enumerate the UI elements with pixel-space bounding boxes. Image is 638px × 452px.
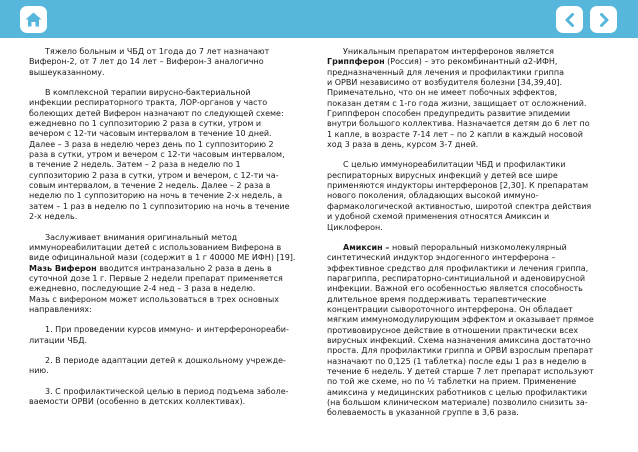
- home-icon: [25, 12, 42, 27]
- paragraph-inductors: [327, 160, 615, 232]
- text-line: по той же схеме, но по ½ таблетки на прием. Применение: [327, 377, 577, 387]
- text-line: Гриппферон способен предупредить развитие эпидемии: [327, 109, 571, 119]
- text-line: респираторных вирусных инфекций у детей все шире: [327, 170, 558, 180]
- text-line: Заслуживает внимания оригинальный метод: [45, 232, 238, 242]
- text-line: предназначенный для лечения и профилактики гриппа: [327, 67, 565, 77]
- previous-page-button[interactable]: [556, 6, 583, 33]
- text-line: вышеуказанному.: [29, 67, 105, 77]
- text-line: вирусных инфекций. Схема назначения амиксина достаточно: [327, 335, 591, 345]
- text-line: ход 3 раза в день, курсом 3-7 дней.: [327, 140, 479, 150]
- text-line: проста. Для профилактики гриппа и ОРВИ взрослым препарат: [327, 346, 594, 356]
- paragraph-grippferon: Уникальным препаратом интерферонов является Гриппферон (Россия) – это рекомбинантный α2-ИФН, предназначенный для лечения и профилактики гриппа и ОРВИ независимо от возбудителя болезни [34,39,40]. Примечательно, что он не имеет побочных эффектов, показан детям с 1-го года жизни, защищает от осложнений. Гриппферон способен предупредить развитие эпидемии внутри большого коллектива. Назначается детям до 6 лет по 1 капле, в возрасте 7-14 лет – по 2 капли в каждый носовой ход 3 раза в день, курсом 3-7 дней.: [327, 47, 615, 150]
- text-line: синтетический индуктор эндогенного интерферона –: [327, 253, 556, 263]
- next-page-button[interactable]: [590, 6, 617, 33]
- text-line: инфекции респираторного тракта, ЛОР-органов у часто: [29, 98, 268, 108]
- text-line: болеваемость в указанной группе в 3,6 раза.: [327, 408, 519, 418]
- document-page: [0, 38, 638, 452]
- text-line: ваемости ОРВИ (особенно в детских коллективах).: [29, 396, 246, 406]
- text-line: болеющих детей Виферон назначают по следующей схеме:: [29, 108, 284, 118]
- text-line: амиксина у медицинских работников с целью профилактики: [327, 387, 588, 397]
- text-line: виде официнальной мази (содержит в 1 г 40000 МЕ ИФН) [19].: [29, 253, 296, 263]
- list-item-2: [29, 356, 315, 377]
- paragraph-complex-therapy: [29, 88, 315, 222]
- text-line: 1. При проведении курсов иммуно- и интерферонореаби-: [45, 325, 289, 335]
- text-line: (на большом клиническом материале) позволило снизить за-: [327, 398, 588, 407]
- text-line: мягким иммуномодулирующим эффектом и оказывает прямое: [327, 315, 594, 325]
- text-line: 1 капле, в возрасте 7-14 лет – по 2 капли в каждый носовой: [327, 129, 583, 139]
- text-line: и ОРВИ независимо от возбудителя болезни [34,39,40].: [327, 78, 563, 88]
- home-button[interactable]: [20, 6, 47, 33]
- text-line: совым интервалом, в течение 2 недель. Далее – 2 раза в: [29, 181, 271, 191]
- paragraph-ointment-method: Заслуживает внимания оригинальный метод иммунореабилитации детей с использованием Виферона в виде официнальной мази (содержит в 1 г 40000 МЕ ИФН) [19]. Мазь Виферон вводится интраназально 2 раза в день в суточной дозе 1 г. Первые 2 недели препарат применяется ежедневно, последующие 2-4 нед – 3 раза в неделю. Мазь с вифероном может использоваться в трех основных направлениях:: [29, 233, 315, 316]
- text-line: в течение 2 недель. Затем – 2 раза в неделю по 1: [29, 160, 241, 170]
- text-line: литации ЧБД.: [29, 335, 88, 345]
- text-line: внутри большого коллектива. Назначается детям до 6 лет по: [327, 119, 590, 129]
- text-line: 2. В периоде адаптации детей к дошкольному учрежде-: [45, 355, 286, 365]
- text-line: течение 6 недель. У детей старше 7 лет препарат используют: [327, 366, 594, 376]
- amiksin-term: Амиксин –: [343, 242, 390, 252]
- paragraph-amiksin: Амиксин – новый пероральный низкомолекулярный синтетический индуктор эндогенного интерферона – эффективное средство для профилактики и лечения гриппа, парагриппа, респираторно-синтициальной и аденовирусной инфекции. Важной его особенностью является способность длительное время поддерживать терапевтические концентрации сывороточного интерферона. Он обладает мягким иммуномодулирующим эффектом и оказывает прямое противовирусное действие в отношении практически всех вирусных инфекций. Схема назначения амиксина достаточно проста. Для профилактики гриппа и ОРВИ взрослым препарат назначают по 0,125 (1 таблетка) после еды 1 раз в неделю в течение 6 недель. У детей старше 7 лет препарат используют по той же схеме, но по ½ таблетки на прием. Применение амиксина у медицинских работников с целью профилактики (на большом клиническом материале) позволило снизить за- болеваемость в указанной группе в 3,6 раза.: [327, 243, 615, 419]
- text-line: направлениях:: [29, 304, 92, 314]
- text-line: назначают по 0,125 (1 таблетка) после еды 1 раз в неделю в: [327, 356, 587, 366]
- list-item-3: [29, 387, 315, 408]
- text-line: суппозиторию 2 раза в сутки, утром и вечером, с 12-ти ча-: [29, 170, 279, 180]
- text-line: Тяжело больным и ЧБД от 1года до 7 лет назначают: [45, 47, 270, 56]
- text-line: 3. С профилактической целью в период подъема заболе-: [45, 386, 289, 396]
- text-line: иммунореабилитации детей с использованием Виферона в: [29, 242, 282, 252]
- text-line: концентрации сывороточного интерферона. Он обладает: [327, 304, 573, 314]
- text-line: нового поколения, обладающих высокой иммуно-: [327, 191, 539, 201]
- top-navigation-bar: [0, 0, 638, 38]
- list-item-1: [29, 325, 315, 346]
- text-line: 2-х недель.: [29, 212, 78, 222]
- text-line: фармакологической активностью, широтой спектра действия: [327, 201, 592, 211]
- text-line: длительное время поддерживать терапевтические: [327, 294, 547, 304]
- text-line: показан детям с 1-го года жизни, защищает от осложнений.: [327, 98, 587, 108]
- chevron-right-icon: [598, 13, 610, 27]
- text-line: Далее – 3 раза в неделю через день по 1 суппозиторию 2: [29, 139, 274, 149]
- text-line: противовирусное действие в отношении практически всех: [327, 325, 579, 335]
- text-line: парагриппа, респираторно-синтициальной и аденовирусной: [327, 273, 586, 283]
- text-line: инфекции. Важной его особенностью является способность: [327, 284, 583, 294]
- grippferon-term: Гриппферон: [327, 57, 385, 67]
- text-line: нию.: [29, 366, 49, 376]
- text-line: Циклоферон.: [327, 222, 383, 232]
- text-line: Примечательно, что он не имеет побочных эффектов,: [327, 88, 558, 98]
- text-line: эффективное средство для профилактики и лечения гриппа,: [327, 263, 589, 273]
- chevron-left-icon: [564, 13, 576, 27]
- text-line: применяются индукторы интерферонов [2,30]. К препаратам: [327, 181, 589, 191]
- text-line: С целью иммунореабилитации ЧБД и профилактики: [343, 160, 566, 170]
- text-line: Мазь с вифероном может использоваться в трех основных: [29, 294, 279, 304]
- paragraph-viferon-severe: [29, 47, 315, 78]
- text-line: Виферон-2, от 7 лет до 14 лет – Виферон-3 аналогично: [29, 57, 264, 67]
- text-line: суточной дозе 1 г. Первые 2 недели препарат применяется: [29, 273, 283, 283]
- text-line: и удобной схемой применения относятся Амиксин и: [327, 212, 550, 222]
- text-line: В комплексной терапии вирусно-бактериальной: [45, 88, 251, 98]
- text-line: затем – 1 раз в неделю по 1 суппозиторию на ночь в течение: [29, 201, 290, 211]
- text-line: раза в сутки, утром и вечером с 12-ти часовым интервалом,: [29, 150, 285, 160]
- left-column: [29, 47, 315, 407]
- text-line: ежедневно по 1 суппозиторию 2 раза в сутки, утром и: [29, 119, 262, 129]
- right-column: [327, 47, 615, 419]
- text-line: ежедневно, последующие 2-4 нед – 3 раза в неделю.: [29, 284, 256, 294]
- text-line: неделю по 1 суппозиторию на ночь в течение 2-х недель, а: [29, 191, 283, 201]
- viferon-ointment-term: Мазь Виферон: [29, 263, 97, 273]
- text-line: вечером с 12-ти часовым интервалом в течение 10 дней.: [29, 129, 272, 139]
